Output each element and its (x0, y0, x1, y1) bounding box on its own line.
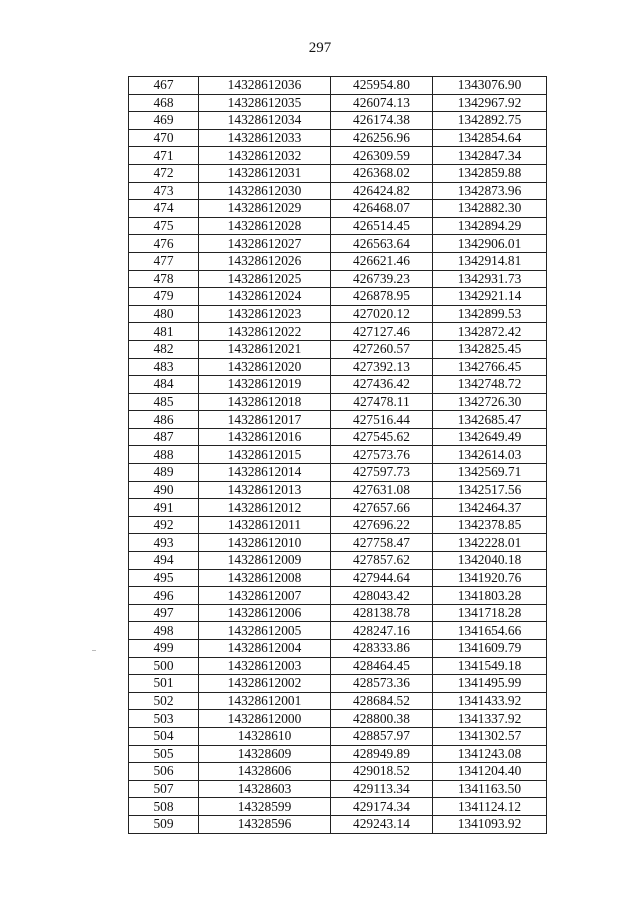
point-id-cell: 14328612000 (199, 710, 331, 728)
y-coordinate-cell: 1342649.49 (433, 428, 547, 446)
point-id-cell: 14328599 (199, 798, 331, 816)
x-coordinate-cell: 427944.64 (331, 569, 433, 587)
point-id-cell: 14328612016 (199, 428, 331, 446)
row-number-cell: 493 (129, 534, 199, 552)
y-coordinate-cell: 1341124.12 (433, 798, 547, 816)
row-number-cell: 502 (129, 692, 199, 710)
y-coordinate-cell: 1343076.90 (433, 77, 547, 95)
table-row (129, 516, 547, 534)
point-id-cell: 14328609 (199, 745, 331, 763)
y-coordinate-cell: 1341243.08 (433, 745, 547, 763)
y-coordinate-cell: 1342872.42 (433, 323, 547, 341)
y-coordinate-cell: 1341718.28 (433, 604, 547, 622)
y-coordinate-cell: 1341920.76 (433, 569, 547, 587)
x-coordinate-cell: 429243.14 (331, 815, 433, 833)
page-number: 297 (308, 40, 332, 56)
x-coordinate-cell: 426256.96 (331, 129, 433, 147)
x-coordinate-cell: 427436.42 (331, 376, 433, 394)
table-row (129, 481, 547, 499)
x-coordinate-cell: 428949.89 (331, 745, 433, 763)
x-coordinate-cell: 428247.16 (331, 622, 433, 640)
y-coordinate-cell: 1342914.81 (433, 252, 547, 270)
row-number-cell: 484 (129, 376, 199, 394)
y-coordinate-cell: 1342569.71 (433, 464, 547, 482)
point-id-cell: 14328612010 (199, 534, 331, 552)
x-coordinate-cell: 427657.66 (331, 499, 433, 517)
x-coordinate-cell: 426468.07 (331, 200, 433, 218)
row-number-cell: 495 (129, 569, 199, 587)
point-id-cell: 14328612035 (199, 94, 331, 112)
x-coordinate-cell: 425954.80 (331, 77, 433, 95)
table-row (129, 393, 547, 411)
x-coordinate-cell: 428573.36 (331, 675, 433, 693)
y-coordinate-cell: 1342847.34 (433, 147, 547, 165)
table-row (129, 622, 547, 640)
row-number-cell: 479 (129, 288, 199, 306)
x-coordinate-cell: 426368.02 (331, 164, 433, 182)
point-id-cell: 14328612022 (199, 323, 331, 341)
row-number-cell: 481 (129, 323, 199, 341)
row-number-cell: 475 (129, 217, 199, 235)
point-id-cell: 14328612027 (199, 235, 331, 253)
row-number-cell: 487 (129, 428, 199, 446)
point-id-cell: 14328612024 (199, 288, 331, 306)
table-row (129, 604, 547, 622)
y-coordinate-cell: 1342882.30 (433, 200, 547, 218)
y-coordinate-cell: 1342040.18 (433, 552, 547, 570)
x-coordinate-cell: 428138.78 (331, 604, 433, 622)
y-coordinate-cell: 1341495.99 (433, 675, 547, 693)
table-row (129, 640, 547, 658)
y-coordinate-cell: 1342859.88 (433, 164, 547, 182)
y-coordinate-cell: 1341803.28 (433, 587, 547, 605)
row-number-cell: 469 (129, 112, 199, 130)
table-row (129, 657, 547, 675)
table-row (129, 464, 547, 482)
row-number-cell: 478 (129, 270, 199, 288)
y-coordinate-cell: 1341302.57 (433, 727, 547, 745)
point-id-cell: 14328612003 (199, 657, 331, 675)
y-coordinate-cell: 1342894.29 (433, 217, 547, 235)
row-number-cell: 504 (129, 727, 199, 745)
point-id-cell: 14328612029 (199, 200, 331, 218)
x-coordinate-cell: 428857.97 (331, 727, 433, 745)
row-number-cell: 508 (129, 798, 199, 816)
y-coordinate-cell: 1341549.18 (433, 657, 547, 675)
point-id-cell: 14328612026 (199, 252, 331, 270)
y-coordinate-cell: 1342931.73 (433, 270, 547, 288)
y-coordinate-cell: 1341433.92 (433, 692, 547, 710)
table-row (129, 235, 547, 253)
point-id-cell: 14328612033 (199, 129, 331, 147)
x-coordinate-cell: 427392.13 (331, 358, 433, 376)
row-number-cell: 474 (129, 200, 199, 218)
x-coordinate-cell: 427857.62 (331, 552, 433, 570)
point-id-cell: 14328612001 (199, 692, 331, 710)
table-row (129, 340, 547, 358)
table-row (129, 200, 547, 218)
point-id-cell: 14328612036 (199, 77, 331, 95)
row-number-cell: 498 (129, 622, 199, 640)
row-number-cell: 503 (129, 710, 199, 728)
row-number-cell: 467 (129, 77, 199, 95)
point-id-cell: 14328612014 (199, 464, 331, 482)
point-id-cell: 14328612030 (199, 182, 331, 200)
table-row (129, 446, 547, 464)
table-row (129, 217, 547, 235)
y-coordinate-cell: 1342906.01 (433, 235, 547, 253)
y-coordinate-cell: 1342228.01 (433, 534, 547, 552)
row-number-cell: 489 (129, 464, 199, 482)
x-coordinate-cell: 427478.11 (331, 393, 433, 411)
row-number-cell: 490 (129, 481, 199, 499)
y-coordinate-cell: 1342378.85 (433, 516, 547, 534)
point-id-cell: 14328612032 (199, 147, 331, 165)
point-id-cell: 14328612005 (199, 622, 331, 640)
row-number-cell: 470 (129, 129, 199, 147)
y-coordinate-cell: 1341654.66 (433, 622, 547, 640)
table-row (129, 147, 547, 165)
x-coordinate-cell: 429113.34 (331, 780, 433, 798)
table-row (129, 358, 547, 376)
row-number-cell: 485 (129, 393, 199, 411)
table-row (129, 798, 547, 816)
table-row (129, 376, 547, 394)
table-row (129, 164, 547, 182)
x-coordinate-cell: 427631.08 (331, 481, 433, 499)
x-coordinate-cell: 426739.23 (331, 270, 433, 288)
x-coordinate-cell: 426424.82 (331, 182, 433, 200)
y-coordinate-cell: 1341609.79 (433, 640, 547, 658)
row-number-cell: 483 (129, 358, 199, 376)
table-row (129, 305, 547, 323)
row-number-cell: 476 (129, 235, 199, 253)
margin-mark (92, 650, 96, 651)
row-number-cell: 472 (129, 164, 199, 182)
coordinates-table-body (129, 77, 547, 834)
row-number-cell: 500 (129, 657, 199, 675)
table-row (129, 94, 547, 112)
table-row (129, 129, 547, 147)
row-number-cell: 507 (129, 780, 199, 798)
table-row (129, 675, 547, 693)
x-coordinate-cell: 426074.13 (331, 94, 433, 112)
y-coordinate-cell: 1342921.14 (433, 288, 547, 306)
point-id-cell: 14328612002 (199, 675, 331, 693)
x-coordinate-cell: 428800.38 (331, 710, 433, 728)
table-row (129, 710, 547, 728)
x-coordinate-cell: 429018.52 (331, 763, 433, 781)
x-coordinate-cell: 428684.52 (331, 692, 433, 710)
point-id-cell: 14328612008 (199, 569, 331, 587)
row-number-cell: 497 (129, 604, 199, 622)
coordinates-table (128, 76, 547, 834)
y-coordinate-cell: 1342892.75 (433, 112, 547, 130)
x-coordinate-cell: 428464.45 (331, 657, 433, 675)
row-number-cell: 491 (129, 499, 199, 517)
point-id-cell: 14328612028 (199, 217, 331, 235)
table-row (129, 763, 547, 781)
point-id-cell: 14328612025 (199, 270, 331, 288)
y-coordinate-cell: 1341093.92 (433, 815, 547, 833)
table-row (129, 499, 547, 517)
x-coordinate-cell: 427597.73 (331, 464, 433, 482)
table-row (129, 77, 547, 95)
table-row (129, 692, 547, 710)
point-id-cell: 14328612034 (199, 112, 331, 130)
y-coordinate-cell: 1341204.40 (433, 763, 547, 781)
point-id-cell: 14328606 (199, 763, 331, 781)
y-coordinate-cell: 1342614.03 (433, 446, 547, 464)
x-coordinate-cell: 426563.64 (331, 235, 433, 253)
table-row (129, 780, 547, 798)
y-coordinate-cell: 1342825.45 (433, 340, 547, 358)
row-number-cell: 473 (129, 182, 199, 200)
y-coordinate-cell: 1342873.96 (433, 182, 547, 200)
x-coordinate-cell: 427516.44 (331, 411, 433, 429)
table-row (129, 411, 547, 429)
point-id-cell: 14328612018 (199, 393, 331, 411)
table-row (129, 745, 547, 763)
x-coordinate-cell: 426878.95 (331, 288, 433, 306)
table-row (129, 270, 547, 288)
point-id-cell: 14328612011 (199, 516, 331, 534)
x-coordinate-cell: 427573.76 (331, 446, 433, 464)
point-id-cell: 14328612031 (199, 164, 331, 182)
table-row (129, 727, 547, 745)
y-coordinate-cell: 1342899.53 (433, 305, 547, 323)
row-number-cell: 492 (129, 516, 199, 534)
x-coordinate-cell: 427758.47 (331, 534, 433, 552)
row-number-cell: 505 (129, 745, 199, 763)
row-number-cell: 501 (129, 675, 199, 693)
y-coordinate-cell: 1342748.72 (433, 376, 547, 394)
y-coordinate-cell: 1342726.30 (433, 393, 547, 411)
row-number-cell: 496 (129, 587, 199, 605)
row-number-cell: 499 (129, 640, 199, 658)
point-id-cell: 14328612006 (199, 604, 331, 622)
row-number-cell: 494 (129, 552, 199, 570)
point-id-cell: 14328612023 (199, 305, 331, 323)
y-coordinate-cell: 1342766.45 (433, 358, 547, 376)
table-row (129, 569, 547, 587)
row-number-cell: 482 (129, 340, 199, 358)
point-id-cell: 14328612021 (199, 340, 331, 358)
point-id-cell: 14328610 (199, 727, 331, 745)
x-coordinate-cell: 427127.46 (331, 323, 433, 341)
point-id-cell: 14328596 (199, 815, 331, 833)
y-coordinate-cell: 1341337.92 (433, 710, 547, 728)
y-coordinate-cell: 1342967.92 (433, 94, 547, 112)
x-coordinate-cell: 426174.38 (331, 112, 433, 130)
x-coordinate-cell: 427260.57 (331, 340, 433, 358)
table-row (129, 323, 547, 341)
table-row (129, 552, 547, 570)
x-coordinate-cell: 429174.34 (331, 798, 433, 816)
point-id-cell: 14328612019 (199, 376, 331, 394)
table-row (129, 587, 547, 605)
point-id-cell: 14328612004 (199, 640, 331, 658)
table-row (129, 182, 547, 200)
x-coordinate-cell: 427020.12 (331, 305, 433, 323)
y-coordinate-cell: 1341163.50 (433, 780, 547, 798)
row-number-cell: 506 (129, 763, 199, 781)
table-row (129, 112, 547, 130)
table-row (129, 252, 547, 270)
row-number-cell: 480 (129, 305, 199, 323)
point-id-cell: 14328612020 (199, 358, 331, 376)
x-coordinate-cell: 426514.45 (331, 217, 433, 235)
row-number-cell: 468 (129, 94, 199, 112)
table-row (129, 428, 547, 446)
point-id-cell: 14328612013 (199, 481, 331, 499)
y-coordinate-cell: 1342854.64 (433, 129, 547, 147)
x-coordinate-cell: 426309.59 (331, 147, 433, 165)
x-coordinate-cell: 428333.86 (331, 640, 433, 658)
x-coordinate-cell: 426621.46 (331, 252, 433, 270)
y-coordinate-cell: 1342517.56 (433, 481, 547, 499)
x-coordinate-cell: 427696.22 (331, 516, 433, 534)
row-number-cell: 477 (129, 252, 199, 270)
row-number-cell: 509 (129, 815, 199, 833)
x-coordinate-cell: 427545.62 (331, 428, 433, 446)
y-coordinate-cell: 1342685.47 (433, 411, 547, 429)
y-coordinate-cell: 1342464.37 (433, 499, 547, 517)
point-id-cell: 14328612017 (199, 411, 331, 429)
row-number-cell: 486 (129, 411, 199, 429)
point-id-cell: 14328612009 (199, 552, 331, 570)
table-row (129, 288, 547, 306)
point-id-cell: 14328612012 (199, 499, 331, 517)
point-id-cell: 14328612007 (199, 587, 331, 605)
point-id-cell: 14328603 (199, 780, 331, 798)
table-row (129, 815, 547, 833)
row-number-cell: 471 (129, 147, 199, 165)
row-number-cell: 488 (129, 446, 199, 464)
table-row (129, 534, 547, 552)
point-id-cell: 14328612015 (199, 446, 331, 464)
x-coordinate-cell: 428043.42 (331, 587, 433, 605)
